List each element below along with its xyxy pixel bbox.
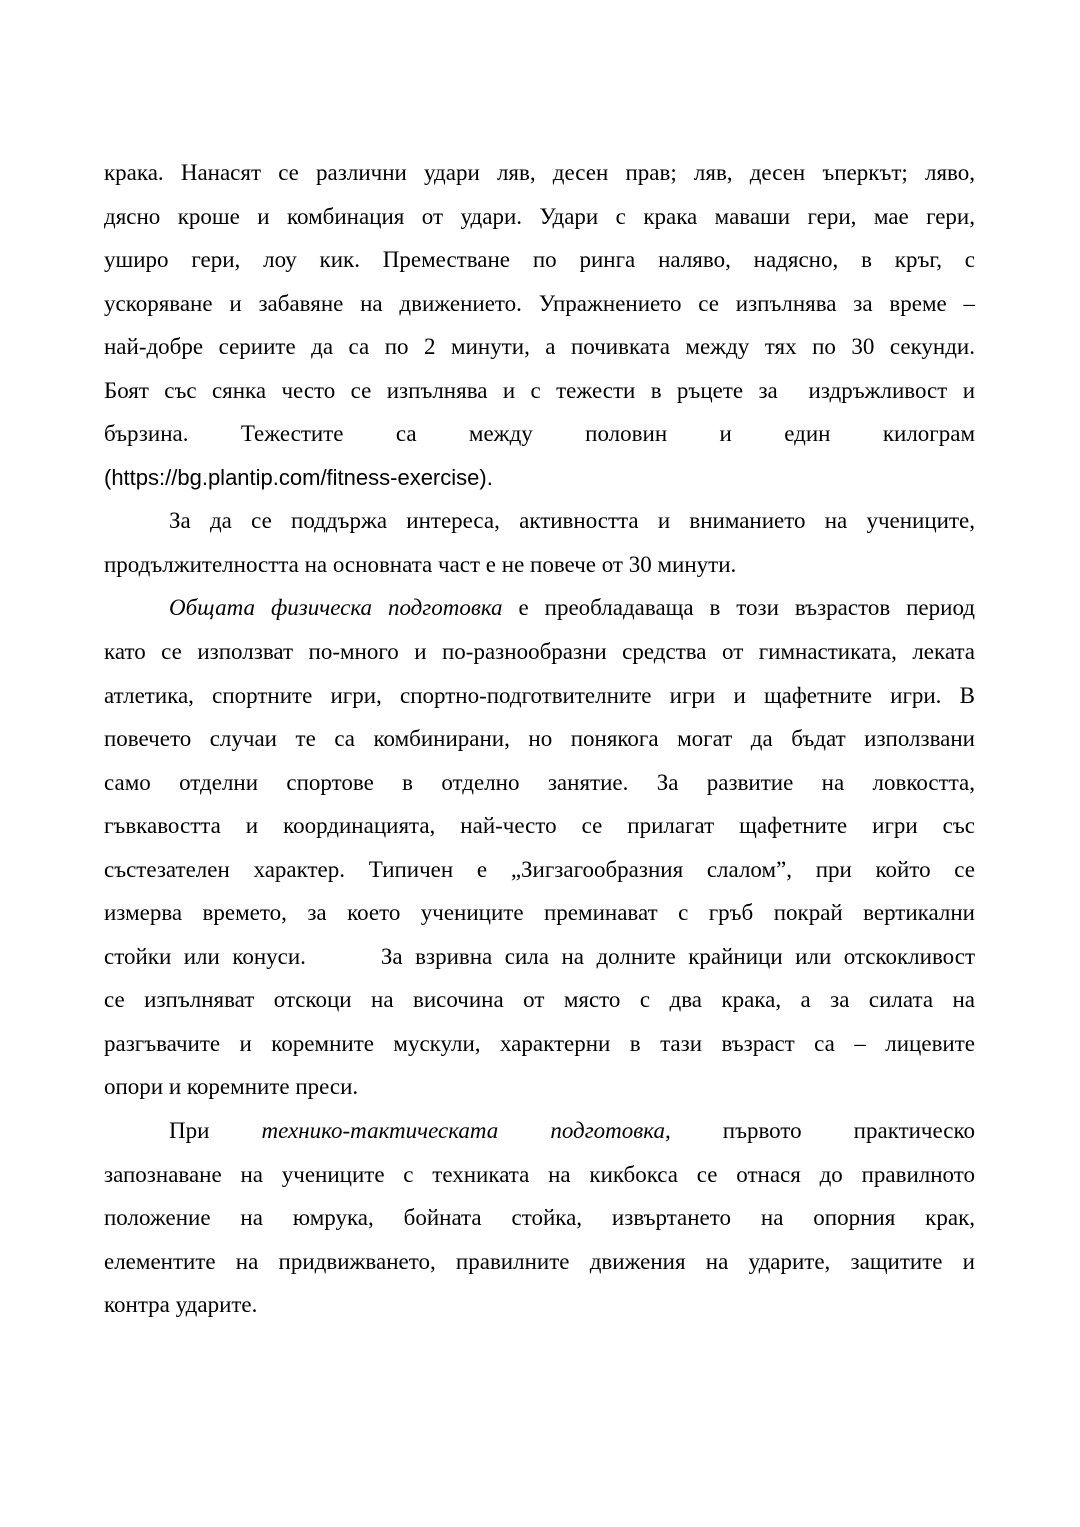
document-page: [104, 151, 975, 1327]
text-run: стойки или конуси. За взривна сила на долните крайници или отскокливост: [104, 943, 975, 969]
text-line: [104, 543, 975, 587]
text-line: [104, 369, 975, 413]
text-line: [104, 978, 975, 1022]
paragraph-general-physical-training: [104, 586, 975, 1109]
text-run: Боят със сянка често се изпълнява и с тежести в ръцете за издръжливост и: [104, 377, 975, 403]
text-run: продължителността на основната част е не повече от 30 минути.: [104, 551, 737, 577]
text-run: За да се поддържа интереса, активността и вниманието на учениците,: [169, 508, 975, 534]
text-line: [104, 804, 975, 848]
text-line: [104, 1109, 975, 1153]
paragraph-technical-tactical-training: [104, 1109, 975, 1327]
text-line: [104, 674, 975, 718]
text-line: [104, 717, 975, 761]
text-line-url: [104, 456, 975, 500]
text-run: само отделни спортове в отделно занятие. За развитие на ловкостта,: [104, 769, 975, 795]
text-run: бързина. Тежестите са между половин и един килограм: [104, 421, 975, 447]
text-line: [104, 586, 975, 630]
text-line: [104, 761, 975, 805]
text-run: уширо гери, лоу кик. Преместване по ринга наляво, надясно, в кръг, с: [104, 247, 975, 273]
text-run: елементите на придвижването, правилните движения на ударите, защитите и: [104, 1248, 975, 1274]
text-line: [104, 1153, 975, 1197]
text-run: запознаване на учениците с техниката на кикбокса се отнася до правилното: [104, 1161, 975, 1187]
text-line: [104, 630, 975, 674]
text-line: [104, 195, 975, 239]
text-run: най-добре сериите да са по 2 минути, а почивката между тях по 30 секунди.: [104, 334, 975, 360]
text-line: [104, 891, 975, 935]
text-run: крака. Нанасят се различни удари ляв, десен прав; ляв, десен ъперкът; ляво,: [104, 160, 975, 185]
text-run: гъвкавостта и координацията, най-често се прилагат щафетните игри със: [104, 813, 975, 839]
text-line: [104, 282, 975, 326]
text-run: състезателен характер. Типичен е „Зигзагообразния слалом”, при който се: [104, 856, 975, 882]
text-line: [104, 151, 975, 195]
text-line: [104, 325, 975, 369]
text-run: е преобладаваща в този възрастов период: [502, 595, 975, 621]
url-text: (https://bg.plantip.com/fitness-exercise).: [104, 464, 493, 490]
text-line: [104, 412, 975, 456]
text-run: контра ударите.: [104, 1292, 258, 1318]
text-run: повечето случаи те са комбинирани, но понякога могат да бъдат използвани: [104, 726, 975, 752]
text-line: [104, 1022, 975, 1066]
text-run: атлетика, спортните игри, спортно-подготвителните игри и щафетните игри. В: [104, 682, 975, 708]
text-run: първото практическо: [670, 1118, 975, 1144]
text-run: като се използват по-много и по-разнообразни средства от гимнастиката, леката: [104, 639, 975, 665]
text-line: [104, 848, 975, 892]
text-line: [104, 238, 975, 282]
text-line: [104, 499, 975, 543]
text-line: [104, 935, 975, 979]
text-line: [104, 1283, 975, 1327]
italic-text-run: Общата физическа подготовка: [169, 595, 503, 621]
text-line: [104, 1196, 975, 1240]
text-run: се изпълняват отскоци на височина от място с два крака, а за силата на: [104, 987, 975, 1013]
text-run: измерва времето, за което учениците преминават с гръб покрай вертикални: [104, 900, 975, 926]
text-line: [104, 1065, 975, 1109]
text-run: ускоряване и забавяне на движението. Упражнението се изпълнява за време –: [104, 290, 975, 316]
text-line: [104, 1240, 975, 1284]
text-run: положение на юмрука, бойната стойка, извъртането на опорния крак,: [104, 1205, 975, 1231]
text-run: При: [169, 1118, 262, 1144]
text-run: дясно кроше и комбинация от удари. Удари с крака маваши гери, мае гери,: [104, 203, 975, 229]
paragraph-training-drills: [104, 151, 975, 499]
text-run: разгъвачите и коремните мускули, характерни в тази възраст са – лицевите: [104, 1030, 975, 1056]
text-run: опори и коремните преси.: [104, 1074, 359, 1100]
paragraph-duration: [104, 499, 975, 586]
italic-text-run: технико-тактическата подготовка,: [261, 1118, 671, 1144]
